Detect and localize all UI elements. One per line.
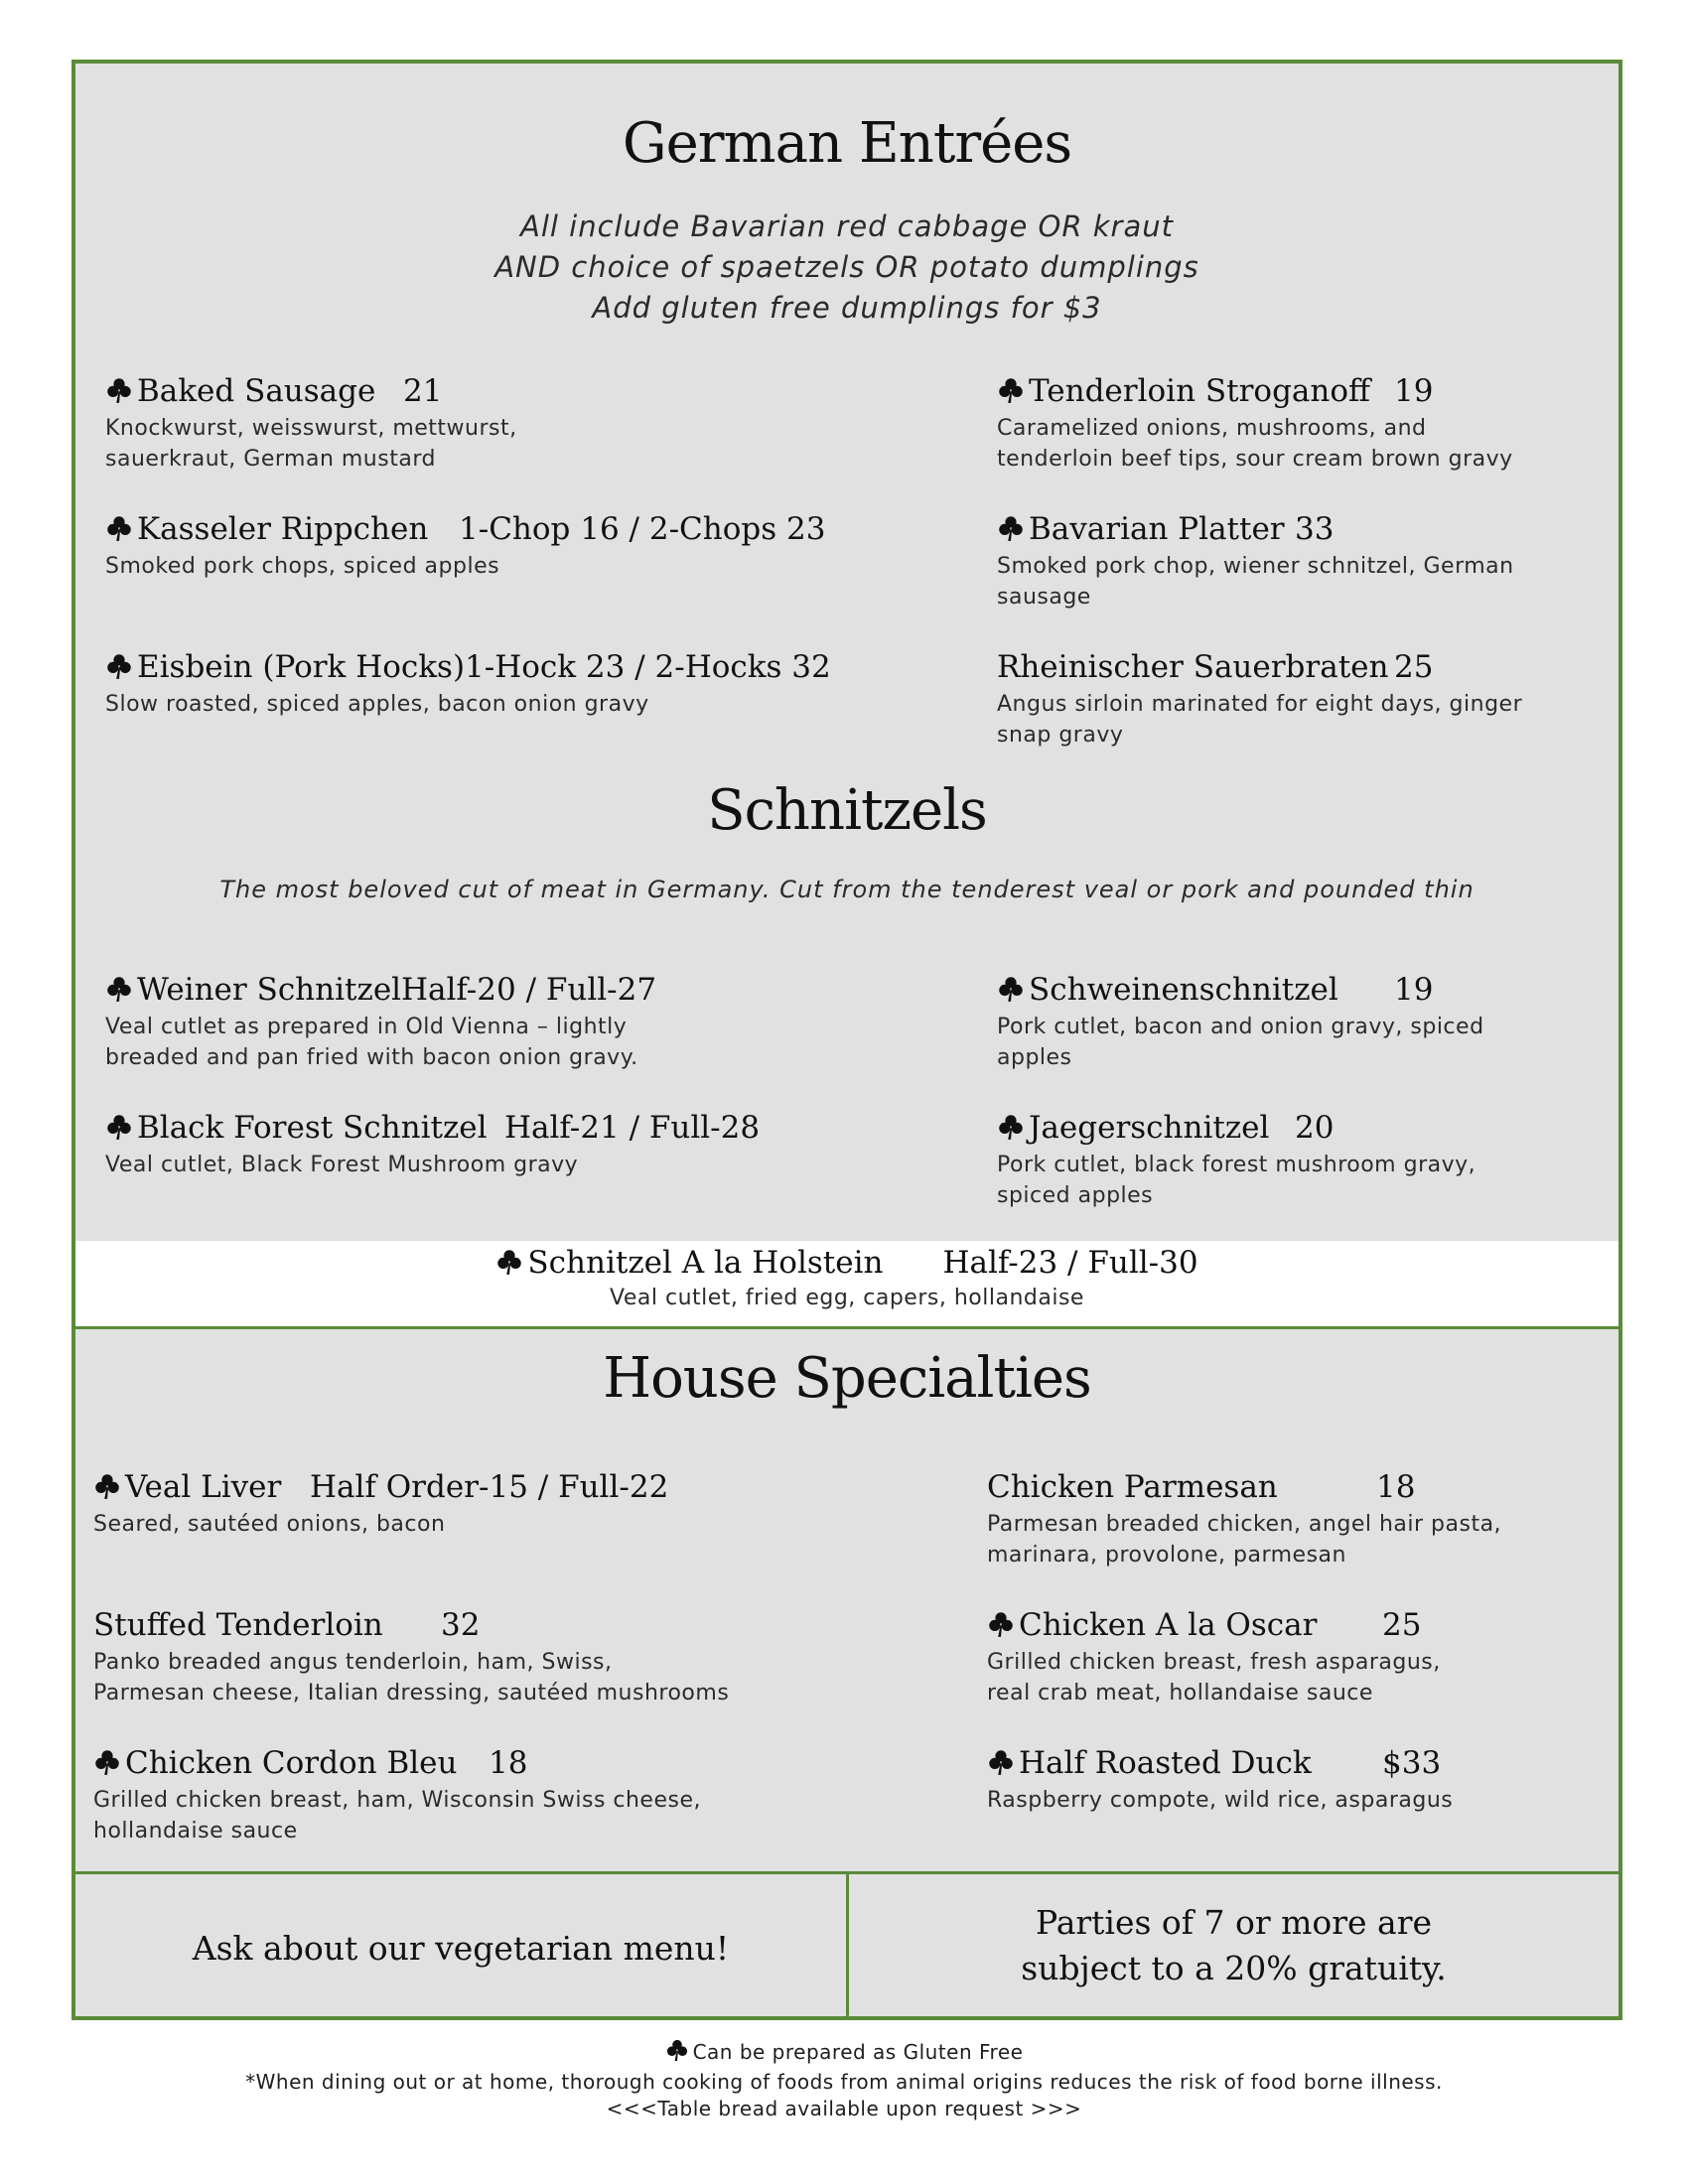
legend-text: Can be prepared as Gluten Free [692,2040,1024,2064]
shamrock-icon [997,975,1025,1003]
german-entrees-title: German Entrées [622,111,1072,176]
shamrock-icon [105,1113,133,1141]
item-description: Knockwurst, weisswurst, mettwurst, sauerkraut, German mustard [105,416,517,472]
item-price: 32 [441,1607,481,1643]
item-description: Angus sirloin marinated for eight days, ginger snap gravy [997,692,1523,748]
item-description: Grilled chicken breast, fresh asparagus, real crab meat, hollandaise sauce [987,1650,1441,1706]
section-divider [75,1326,1618,1329]
menu-item-baked-sausage [105,373,820,475]
shamrock-icon [93,1472,121,1500]
shamrock-icon [987,1610,1015,1638]
item-name: Jaegerschnitzel [1029,1110,1270,1146]
menu-item-weiner-schnitzel [105,972,860,1073]
menu-item-chicken-cordon-bleu [93,1745,868,1846]
item-name: Schweinenschnitzel [1029,972,1338,1008]
item-price: Half-23 / Full-30 [942,1245,1198,1281]
item-name: Kasseler Rippchen [137,511,429,547]
item-description: Smoked pork chops, spiced apples [105,554,500,579]
item-description: Veal cutlet, fried egg, capers, hollandaise [610,1286,1084,1310]
menu-item-half-roasted-duck [987,1745,1603,1816]
item-name: Chicken Parmesan [987,1469,1278,1505]
item-name: Chicken A la Oscar [1019,1607,1318,1643]
shamrock-icon [105,376,133,404]
item-name: Weiner Schnitzel [137,972,402,1008]
gratuity-line: Parties of 7 or more are [1035,1903,1433,1942]
item-name: Half Roasted Duck [1019,1745,1312,1781]
item-name: Chicken Cordon Bleu [125,1745,458,1781]
menu-item-black-forest-schnitzel [105,1110,860,1180]
item-description: Slow roasted, spiced apples, bacon onion gravy [105,692,649,717]
item-description: Raspberry compote, wild rice, asparagus [987,1788,1454,1813]
menu-item-schweinenschnitzel [997,972,1613,1073]
schnitzels-title: Schnitzels [707,778,987,843]
item-name: Baked Sausage [137,373,376,409]
menu-item-schnitzel-holstein [75,1245,1618,1313]
note-line: Add gluten free dumplings for $3 [592,291,1102,325]
shamrock-icon [93,1748,121,1776]
menu-item-bavarian-platter [997,511,1613,613]
menu-item-rheinischer-sauerbraten [997,649,1613,751]
shamrock-icon [105,514,133,542]
shamrock-icon [997,376,1025,404]
item-name: Rheinischer Sauerbraten [997,649,1389,685]
item-price: 25 [1394,649,1434,685]
note-line: AND choice of spaetzels OR potato dumplings [494,250,1199,284]
vegetarian-notice: Ask about our vegetarian menu! [192,1929,730,1968]
shamrock-icon [997,514,1025,542]
menu-item-tenderloin-stroganoff [997,373,1613,475]
shamrock-icon [495,1248,523,1276]
shamrock-icon [987,1748,1015,1776]
german-entrees-note [75,206,1618,329]
item-name: Eisbein (Pork Hocks) [137,649,466,685]
item-description: Panko breaded angus tenderloin, ham, Swiss, Parmesan cheese, Italian dressing, sautéed mushrooms [93,1650,730,1706]
gluten-free-legend [0,2038,1688,2067]
item-price: 19 [1394,373,1434,409]
item-price: 33 [1295,511,1335,547]
item-name: Tenderloin Stroganoff [1029,373,1371,409]
gratuity-line: subject to a 20% gratuity. [1021,1949,1447,1987]
menu-item-kasseler-rippchen [105,511,860,582]
item-name: Schnitzel A la Holstein [527,1245,884,1281]
item-price: 20 [1295,1110,1335,1146]
gratuity-notice [849,1900,1618,1991]
item-price: Half-21 / Full-28 [504,1110,761,1146]
item-name: Black Forest Schnitzel [137,1110,488,1146]
item-description: Seared, sautéed onions, bacon [93,1512,446,1537]
item-price: 19 [1394,972,1434,1008]
menu-item-veal-liver [93,1469,848,1540]
item-price: 1-Chop 16 / 2-Chops 23 [459,511,826,547]
item-description: Pork cutlet, bacon and onion gravy, spiced apples [997,1015,1484,1070]
item-description: Smoked pork chop, wiener schnitzel, German sausage [997,554,1514,610]
menu-frame [71,60,1622,2020]
item-price: 18 [489,1745,528,1781]
item-price: 25 [1382,1607,1422,1643]
shamrock-icon [105,652,133,680]
note-line: All include Bavarian red cabbage OR kraut [519,209,1174,243]
table-bread-note: <<<Table bread available upon request >>> [606,2097,1082,2120]
item-description: Parmesan breaded chicken, angel hair pasta, marinara, provolone, parmesan [987,1512,1502,1568]
item-description: Veal cutlet, Black Forest Mushroom gravy [105,1153,579,1177]
item-description: Grilled chicken breast, ham, Wisconsin Swiss cheese, hollandaise sauce [93,1788,701,1843]
menu-item-jaegerschnitzel [997,1110,1613,1211]
food-safety-warning: *When dining out or at home, thorough cooking of foods from animal origins reduces the risk of food borne illness. [245,2070,1443,2094]
item-price: $33 [1382,1745,1442,1781]
item-description: Caramelized onions, mushrooms, and tenderloin beef tips, sour cream brown gravy [997,416,1513,472]
menu-item-stuffed-tenderloin [93,1607,868,1708]
menu-item-chicken-oscar [987,1607,1603,1708]
item-name: Stuffed Tenderloin [93,1607,383,1643]
shamrock-icon [665,2038,689,2062]
item-price: Half-20 / Full-27 [401,972,657,1008]
menu-item-eisbein [105,649,860,720]
schnitzels-note: The most beloved cut of meat in Germany. Cut from the tenderest veal or pork and pounded thin [219,876,1475,903]
item-price: 21 [403,373,443,409]
shamrock-icon [105,975,133,1003]
item-name: Bavarian Platter [1029,511,1285,547]
item-name: Veal Liver [125,1469,282,1505]
item-price: 1-Hock 23 / 2-Hocks 32 [465,649,831,685]
item-price: 18 [1376,1469,1416,1505]
shamrock-icon [997,1113,1025,1141]
house-specialties-title: House Specialties [603,1346,1091,1411]
menu-item-chicken-parmesan [987,1469,1603,1570]
item-description: Veal cutlet as prepared in Old Vienna – lightly breaded and pan fried with bacon onion gravy. [105,1015,638,1070]
item-price: Half Order-15 / Full-22 [310,1469,669,1505]
item-description: Pork cutlet, black forest mushroom gravy, spiced apples [997,1153,1477,1208]
